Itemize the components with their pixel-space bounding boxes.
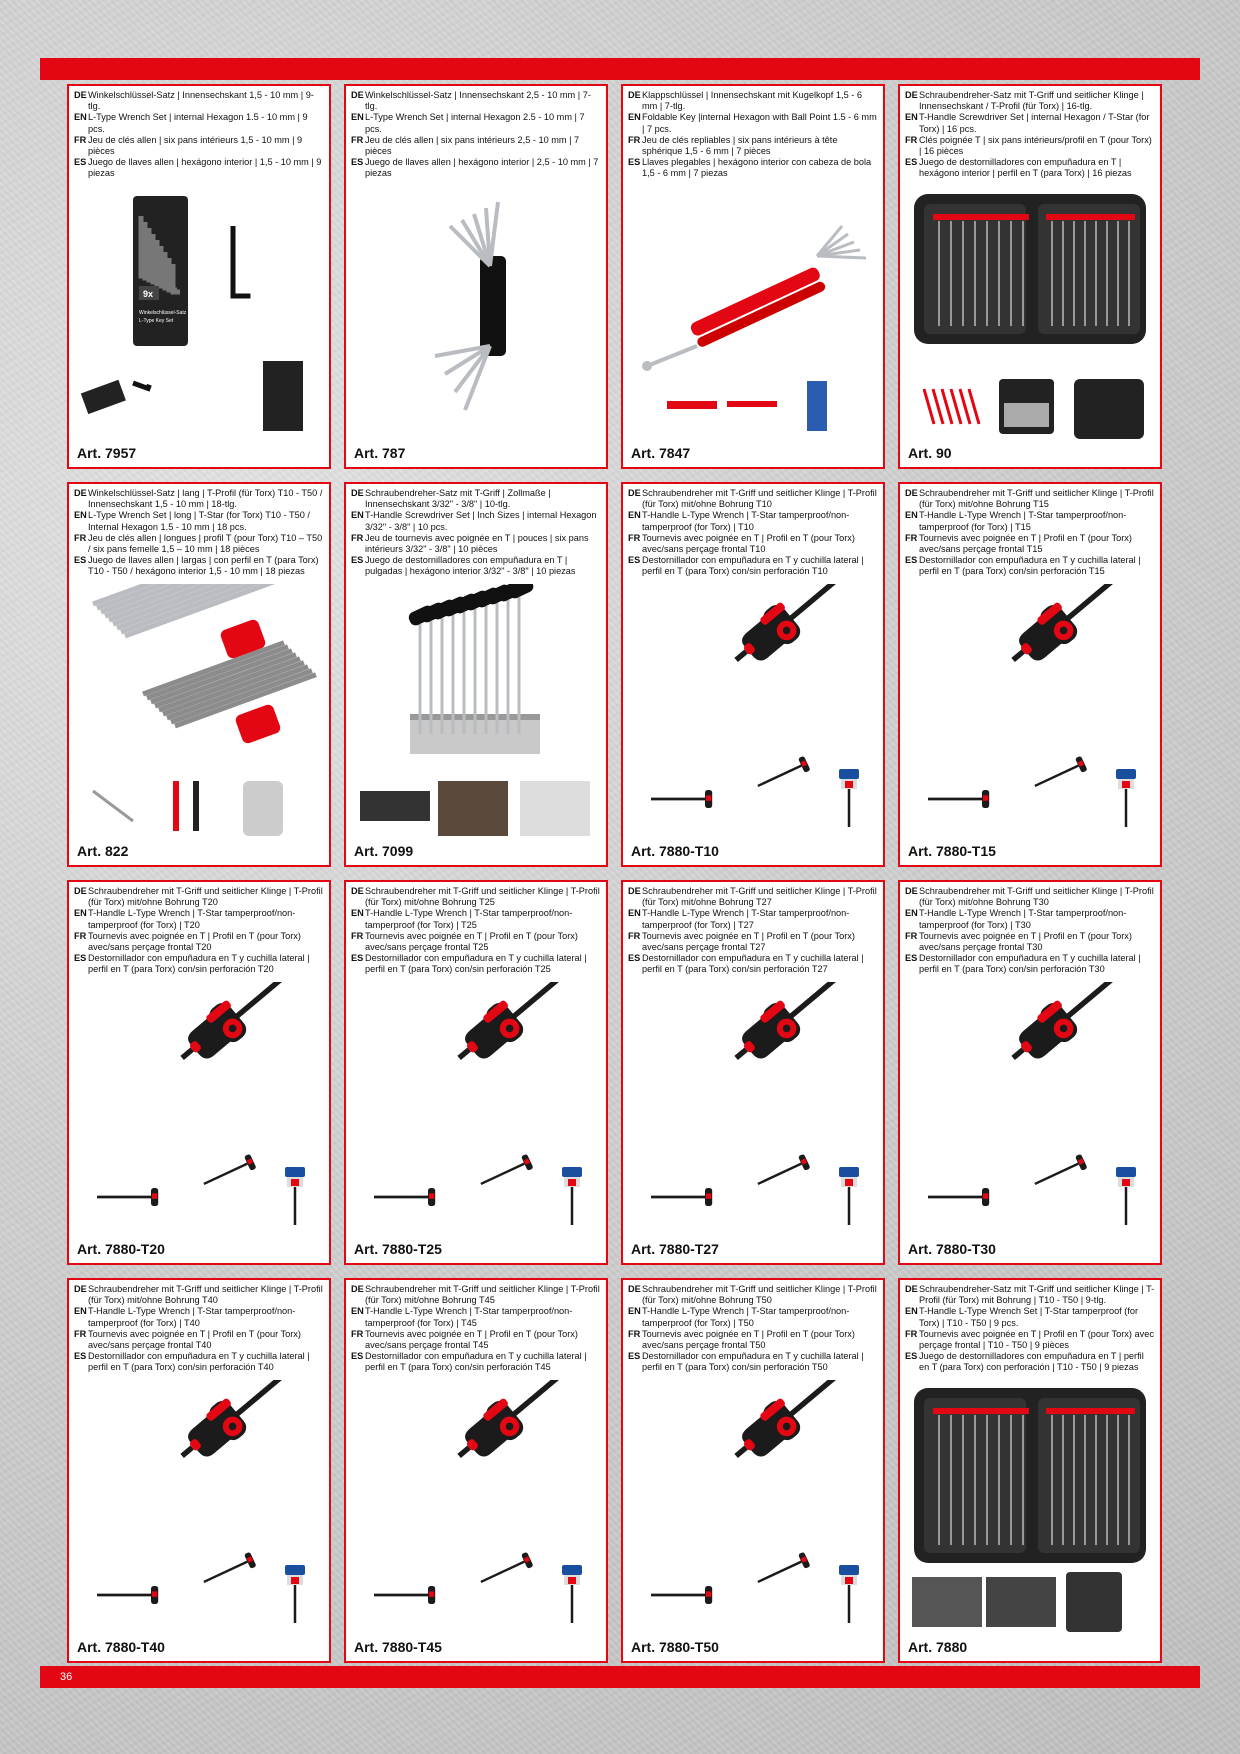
language-code: FR bbox=[628, 1328, 641, 1339]
description-line bbox=[905, 1329, 1155, 1351]
page-number: 36 bbox=[60, 1671, 73, 1683]
t-handle-driver-icon bbox=[627, 982, 879, 1237]
language-code: ES bbox=[74, 157, 87, 168]
language-code: FR bbox=[351, 532, 364, 543]
description-line bbox=[351, 488, 601, 510]
language-code: ES bbox=[628, 555, 641, 566]
language-code: DE bbox=[351, 886, 364, 896]
description-line bbox=[74, 931, 324, 953]
description-line bbox=[74, 135, 324, 157]
t-handle-driver-icon bbox=[73, 982, 325, 1237]
language-code: EN bbox=[905, 908, 918, 919]
t-handle-driver-icon bbox=[904, 982, 1156, 1237]
description-line bbox=[351, 135, 601, 157]
description-line bbox=[351, 510, 601, 532]
description-line bbox=[905, 931, 1155, 953]
product-description bbox=[628, 1284, 878, 1374]
language-code: EN bbox=[351, 112, 364, 123]
product-card[interactable] bbox=[67, 880, 331, 1265]
description-text: Tournevis avec poignée en T | Profil en T (pour Torx) avec/sans perçage frontal T30 bbox=[919, 930, 1132, 953]
article-number: Art. 7880-T45 bbox=[354, 1639, 442, 1655]
product-description bbox=[74, 90, 324, 180]
description-text: Schraubendreher mit T-Griff und seitlicher Klinge | T-Profil (für Torx) mit/ohne Bohrung T45 bbox=[365, 1284, 600, 1306]
language-code: DE bbox=[74, 90, 87, 100]
description-text: Destornillador con empuñadura en T y cuchilla lateral | perfil en T (para Torx) con/sin perforación T30 bbox=[919, 953, 1141, 975]
language-code: EN bbox=[74, 1306, 87, 1317]
package-title-label: Winkelschlüssel-Satz bbox=[139, 310, 187, 316]
article-number: Art. 7880-T40 bbox=[77, 1639, 165, 1655]
description-text: Schraubendreher mit T-Griff und seitlicher Klinge | T-Profil (für Torx) mit/ohne Bohrung T15 bbox=[919, 488, 1154, 510]
description-text: Schraubendreher-Satz mit T-Griff | Zollmaße | Innensechskant 3/32" - 3/8" | 10-tlg. bbox=[365, 488, 551, 510]
description-text: Destornillador con empuñadura en T y cuchilla lateral | perfil en T (para Torx) con/sin perforación T50 bbox=[642, 1351, 864, 1373]
language-code: DE bbox=[74, 488, 87, 498]
description-text: T-Handle L-Type Wrench Set | T-Star tamperproof (for Torx) | T10 - T50 | 9 pcs. bbox=[919, 1306, 1139, 1328]
article-number: Art. 7880 bbox=[908, 1639, 968, 1655]
description-text: Destornillador con empuñadura en T y cuchilla lateral | perfil en T (para Torx) con/sin perforación T45 bbox=[365, 1351, 587, 1373]
language-code: FR bbox=[905, 532, 918, 543]
description-text: T-Handle L-Type Wrench | T-Star tamperproof/non-tamperproof (for Torx) | T15 bbox=[919, 510, 1127, 532]
description-text: Tournevis avec poignée en T | Profil en T (pour Torx) avec/sans perçage frontal T15 bbox=[919, 532, 1132, 555]
product-card[interactable] bbox=[344, 1278, 608, 1663]
product-card[interactable] bbox=[898, 84, 1162, 469]
language-code: DE bbox=[905, 90, 918, 100]
t-handle-driver-icon bbox=[627, 982, 879, 1237]
product-card[interactable] bbox=[67, 84, 331, 469]
product-description bbox=[351, 488, 601, 578]
product-description bbox=[351, 1284, 601, 1374]
t-handle-driver-icon bbox=[350, 982, 602, 1237]
t-handle-set-case-icon bbox=[904, 1380, 1156, 1635]
article-number: Art. 90 bbox=[908, 445, 952, 461]
description-text: Destornillador con empuñadura en T y cuchilla lateral | perfil en T (para Torx) con/sin perforación T15 bbox=[919, 555, 1141, 577]
language-code: ES bbox=[74, 555, 87, 566]
product-description bbox=[74, 488, 324, 578]
description-text: Winkelschlüssel-Satz | lang | T-Profil (für Torx) T10 - T50 / Innensechskant 1,5 - 10 mm | 18-tlg. bbox=[88, 488, 323, 510]
product-description bbox=[628, 90, 878, 180]
description-line bbox=[74, 533, 324, 555]
description-line bbox=[628, 533, 878, 555]
language-code: EN bbox=[628, 510, 641, 521]
description-line bbox=[74, 1284, 324, 1306]
t-handle-driver-icon bbox=[904, 584, 1156, 839]
bottom-red-bar bbox=[40, 1666, 1200, 1688]
language-code: FR bbox=[905, 134, 918, 145]
article-number: Art. 787 bbox=[354, 445, 406, 461]
description-text: L-Type Wrench Set | internal Hexagon 1.5 - 10 mm | 9 pcs. bbox=[88, 112, 308, 134]
language-code: ES bbox=[351, 555, 364, 566]
product-card[interactable] bbox=[621, 880, 885, 1265]
description-text: Tournevis avec poignée en T | Profil en T (pour Torx) avec/sans perçage frontal T50 bbox=[642, 1328, 855, 1351]
description-line bbox=[905, 90, 1155, 112]
description-line bbox=[628, 953, 878, 975]
t-handle-driver-icon bbox=[73, 1380, 325, 1635]
t-handle-driver-icon bbox=[904, 982, 1156, 1237]
language-code: FR bbox=[74, 532, 87, 543]
description-text: T-Handle L-Type Wrench | T-Star tamperproof/non-tamperproof (for Torx) | T25 bbox=[365, 908, 573, 930]
language-code: FR bbox=[905, 930, 918, 941]
description-line bbox=[351, 1284, 601, 1306]
t-handle-driver-icon bbox=[627, 584, 879, 839]
product-card[interactable] bbox=[898, 482, 1162, 867]
product-grid bbox=[67, 84, 1175, 1662]
description-line bbox=[628, 931, 878, 953]
description-text: Schraubendreher-Satz mit T-Griff und seitlicher Klinge | Innensechskant / T-Profil (für Torx) | 16-tlg. bbox=[919, 90, 1144, 112]
product-description bbox=[905, 886, 1155, 976]
description-line bbox=[628, 135, 878, 157]
description-line bbox=[74, 953, 324, 975]
t-handle-driver-icon bbox=[350, 1380, 602, 1635]
long-key-set-icon bbox=[73, 584, 325, 839]
t-handle-driver-icon bbox=[350, 982, 602, 1237]
description-text: Foldable Key |internal Hexagon with Ball Point 1.5 - 6 mm | 7 pcs. bbox=[642, 112, 877, 134]
language-code: EN bbox=[351, 908, 364, 919]
t-handle-set-case-icon bbox=[904, 1380, 1156, 1635]
t-handle-driver-icon bbox=[73, 982, 325, 1237]
description-line bbox=[351, 90, 601, 112]
description-text: Jeu de tournevis avec poignée en T | pouces | six pans intérieurs 3/32" - 3/8" | 10 pièces bbox=[365, 532, 589, 555]
article-number: Art. 7880-T50 bbox=[631, 1639, 719, 1655]
language-code: ES bbox=[351, 953, 364, 964]
description-text: Juego de destornilladores con empuñadura en T | pulgadas | hexágono interior 3/32" - 3/8" | 10 piezas bbox=[365, 555, 576, 577]
description-line bbox=[628, 510, 878, 532]
description-text: Destornillador con empuñadura en T y cuchilla lateral | perfil en T (para Torx) con/sin perforación T20 bbox=[88, 953, 310, 975]
language-code: DE bbox=[74, 1284, 87, 1294]
t-handle-case-icon bbox=[904, 186, 1156, 441]
language-code: EN bbox=[905, 1306, 918, 1317]
language-code: DE bbox=[628, 90, 641, 100]
description-line bbox=[905, 533, 1155, 555]
description-text: Schraubendreher mit T-Griff und seitlicher Klinge | T-Profil (für Torx) mit/ohne Bohrung T40 bbox=[88, 1284, 323, 1306]
description-line bbox=[74, 1329, 324, 1351]
description-text: Juego de llaves allen | largas | con perfil en T (para Torx) T10 - T50 / hexágono interior 1,5 - 10 mm | 18 piezas bbox=[88, 555, 319, 577]
description-line bbox=[74, 908, 324, 930]
description-line bbox=[905, 555, 1155, 577]
long-key-set-icon bbox=[73, 584, 325, 839]
language-code: EN bbox=[628, 1306, 641, 1317]
description-line bbox=[905, 953, 1155, 975]
product-card[interactable] bbox=[344, 84, 608, 469]
product-card[interactable] bbox=[344, 482, 608, 867]
language-code: EN bbox=[628, 908, 641, 919]
description-text: Destornillador con empuñadura en T y cuchilla lateral | perfil en T (para Torx) con/sin perforación T10 bbox=[642, 555, 864, 577]
language-code: ES bbox=[351, 157, 364, 168]
description-line bbox=[351, 533, 601, 555]
description-text: Schraubendreher mit T-Griff und seitlicher Klinge | T-Profil (für Torx) mit/ohne Bohrung T20 bbox=[88, 886, 323, 908]
description-text: T-Handle L-Type Wrench | T-Star tamperproof/non-tamperproof (for Torx) | T10 bbox=[642, 510, 850, 532]
description-text: T-Handle Screwdriver Set | internal Hexagon / T-Star (for Torx) | 16 pcs. bbox=[919, 112, 1150, 134]
description-line bbox=[628, 1306, 878, 1328]
description-text: Llaves plegables | hexágono interior con cabeza de bola 1,5 - 6 mm | 7 piezas bbox=[642, 157, 872, 179]
article-number: Art. 7880-T30 bbox=[908, 1241, 996, 1257]
description-text: Jeu de clés allen | six pans intérieurs 1,5 - 10 mm | 9 pièces bbox=[88, 134, 303, 157]
description-text: T-Handle L-Type Wrench | T-Star tamperproof/non-tamperproof (for Torx) | T20 bbox=[88, 908, 296, 930]
description-text: Destornillador con empuñadura en T y cuchilla lateral | perfil en T (para Torx) con/sin perforación T27 bbox=[642, 953, 864, 975]
description-line bbox=[905, 112, 1155, 134]
t-handle-stand-icon bbox=[350, 584, 602, 839]
product-description bbox=[351, 90, 601, 180]
description-line bbox=[628, 555, 878, 577]
language-code: DE bbox=[628, 1284, 641, 1294]
t-handle-driver-icon bbox=[627, 1380, 879, 1635]
ball-point-folding-key-icon bbox=[627, 186, 879, 441]
description-line bbox=[905, 1306, 1155, 1328]
article-number: Art. 7880-T10 bbox=[631, 843, 719, 859]
package-subtitle-label: L-Type Key Set bbox=[139, 318, 174, 324]
language-code: DE bbox=[628, 886, 641, 896]
description-line bbox=[74, 510, 324, 532]
article-number: Art. 7957 bbox=[77, 445, 137, 461]
language-code: ES bbox=[905, 555, 918, 566]
ball-point-folding-key-icon bbox=[627, 186, 879, 441]
product-description bbox=[905, 1284, 1155, 1374]
description-text: Clés poignée T | six pans intérieurs/profil en T (pour Torx) | 16 pièces bbox=[919, 134, 1152, 157]
description-text: Tournevis avec poignée en T | Profil en T (pour Torx) avec/sans perçage frontal T40 bbox=[88, 1328, 301, 1351]
description-text: Tournevis avec poignée en T | Profil en T (pour Torx) avec perçage frontal | T10 - T50 | 9 pièces bbox=[919, 1328, 1154, 1351]
description-line bbox=[628, 90, 878, 112]
description-text: Jeu de clés repliables | six pans intérieurs à tête sphérique 1,5 - 6 mm | 7 pièces bbox=[642, 134, 838, 157]
language-code: ES bbox=[628, 1351, 641, 1362]
description-line bbox=[628, 488, 878, 510]
language-code: EN bbox=[74, 510, 87, 521]
description-text: Winkelschlüssel-Satz | Innensechskant 1,5 - 10 mm | 9-tlg. bbox=[88, 90, 314, 112]
product-card[interactable] bbox=[67, 1278, 331, 1663]
description-line bbox=[74, 886, 324, 908]
language-code: FR bbox=[628, 134, 641, 145]
description-text: Winkelschlüssel-Satz | Innensechskant 2,5 - 10 mm | 7-tlg. bbox=[365, 90, 591, 112]
product-description bbox=[351, 886, 601, 976]
description-text: T-Handle L-Type Wrench | T-Star tamperproof/non-tamperproof (for Torx) | T27 bbox=[642, 908, 850, 930]
product-card[interactable] bbox=[621, 84, 885, 469]
language-code: DE bbox=[351, 1284, 364, 1294]
hex-key-set-icon bbox=[73, 186, 325, 441]
description-text: T-Handle L-Type Wrench | T-Star tamperproof/non-tamperproof (for Torx) | T50 bbox=[642, 1306, 850, 1328]
description-text: Tournevis avec poignée en T | Profil en T (pour Torx) avec/sans perçage frontal T45 bbox=[365, 1328, 578, 1351]
description-text: Juego de destornilladores con empuñadura en T | hexágono interior | perfil en T (para Torx) | 16 piezas bbox=[919, 157, 1132, 179]
product-card[interactable] bbox=[898, 880, 1162, 1265]
description-text: Schraubendreher mit T-Griff und seitlicher Klinge | T-Profil (für Torx) mit/ohne Bohrung T50 bbox=[642, 1284, 877, 1306]
language-code: ES bbox=[628, 157, 641, 168]
description-line bbox=[628, 908, 878, 930]
description-text: T-Handle L-Type Wrench | T-Star tamperproof/non-tamperproof (for Torx) | T45 bbox=[365, 1306, 573, 1328]
product-description bbox=[905, 90, 1155, 180]
language-code: DE bbox=[905, 886, 918, 896]
description-text: Klappschlüssel | Innensechskant mit Kugelkopf 1,5 - 6 mm | 7-tlg. bbox=[642, 90, 862, 112]
description-line bbox=[351, 931, 601, 953]
description-line bbox=[628, 157, 878, 179]
language-code: EN bbox=[74, 908, 87, 919]
description-text: T-Handle L-Type Wrench | T-Star tamperproof/non-tamperproof (for Torx) | T40 bbox=[88, 1306, 296, 1328]
description-line bbox=[74, 1351, 324, 1373]
article-number: Art. 7847 bbox=[631, 445, 691, 461]
language-code: FR bbox=[628, 532, 641, 543]
product-card[interactable] bbox=[898, 1278, 1162, 1663]
product-card[interactable] bbox=[344, 880, 608, 1265]
article-number: Art. 7880-T25 bbox=[354, 1241, 442, 1257]
description-line bbox=[905, 488, 1155, 510]
description-line bbox=[74, 112, 324, 134]
description-line bbox=[905, 510, 1155, 532]
description-line bbox=[628, 886, 878, 908]
description-line bbox=[905, 135, 1155, 157]
product-card[interactable] bbox=[621, 1278, 885, 1663]
language-code: FR bbox=[905, 1328, 918, 1339]
t-handle-driver-icon bbox=[904, 584, 1156, 839]
language-code: DE bbox=[905, 488, 918, 498]
product-description bbox=[628, 886, 878, 976]
description-text: L-Type Wrench Set | internal Hexagon 2.5 - 10 mm | 7 pcs. bbox=[365, 112, 585, 134]
description-text: Tournevis avec poignée en T | Profil en T (pour Torx) avec/sans perçage frontal T27 bbox=[642, 930, 855, 953]
language-code: EN bbox=[74, 112, 87, 123]
description-line bbox=[74, 1306, 324, 1328]
description-line bbox=[905, 908, 1155, 930]
description-text: Schraubendreher-Satz mit T-Griff und seitlicher Klinge | T-Profil (für Torx) mit Bohrung | T10 - T50 | 9-tlg. bbox=[919, 1284, 1155, 1306]
language-code: FR bbox=[351, 134, 364, 145]
description-line bbox=[351, 157, 601, 179]
product-description bbox=[905, 488, 1155, 578]
product-card[interactable] bbox=[621, 482, 885, 867]
language-code: DE bbox=[351, 90, 364, 100]
description-line bbox=[905, 1351, 1155, 1373]
language-code: ES bbox=[905, 1351, 918, 1362]
description-line bbox=[351, 1306, 601, 1328]
description-line bbox=[351, 555, 601, 577]
description-text: Jeu de clés allen | longues | profil T (pour Torx) T10 – T50 / six pans femelle 1,5 – 10 mm | 18 pièces bbox=[88, 532, 323, 555]
description-text: Destornillador con empuñadura en T y cuchilla lateral | perfil en T (para Torx) con/sin perforación T25 bbox=[365, 953, 587, 975]
language-code: ES bbox=[905, 157, 918, 168]
language-code: ES bbox=[905, 953, 918, 964]
t-handle-driver-icon bbox=[627, 584, 879, 839]
folding-key-icon bbox=[350, 186, 602, 441]
description-text: Juego de llaves allen | hexágono interior | 1,5 - 10 mm | 9 piezas bbox=[88, 157, 322, 179]
article-number: Art. 7880-T20 bbox=[77, 1241, 165, 1257]
description-line bbox=[74, 90, 324, 112]
description-line bbox=[74, 488, 324, 510]
language-code: ES bbox=[628, 953, 641, 964]
language-code: DE bbox=[351, 488, 364, 498]
language-code: ES bbox=[74, 1351, 87, 1362]
language-code: FR bbox=[351, 1328, 364, 1339]
description-line bbox=[74, 555, 324, 577]
t-handle-driver-icon bbox=[627, 1380, 879, 1635]
description-line bbox=[351, 1329, 601, 1351]
language-code: FR bbox=[74, 930, 87, 941]
language-code: DE bbox=[905, 1284, 918, 1294]
description-text: Juego de destornilladores con empuñadura en T | perfil en T (para Torx) con perforación | T10 - T50 | 9 piezas bbox=[919, 1351, 1144, 1373]
language-code: FR bbox=[74, 134, 87, 145]
product-card[interactable] bbox=[67, 482, 331, 867]
description-line bbox=[905, 1284, 1155, 1306]
description-line bbox=[351, 112, 601, 134]
description-line bbox=[351, 953, 601, 975]
description-line bbox=[905, 157, 1155, 179]
description-line bbox=[628, 1284, 878, 1306]
language-code: ES bbox=[351, 1351, 364, 1362]
description-text: Schraubendreher mit T-Griff und seitlicher Klinge | T-Profil (für Torx) mit/ohne Bohrung T10 bbox=[642, 488, 877, 510]
language-code: EN bbox=[351, 1306, 364, 1317]
description-line bbox=[351, 886, 601, 908]
description-text: Tournevis avec poignée en T | Profil en T (pour Torx) avec/sans perçage frontal T10 bbox=[642, 532, 855, 555]
product-description bbox=[628, 488, 878, 578]
language-code: EN bbox=[351, 510, 364, 521]
language-code: DE bbox=[628, 488, 641, 498]
folding-key-icon bbox=[350, 186, 602, 441]
description-text: Tournevis avec poignée en T | Profil en T (pour Torx) avec/sans perçage frontal T25 bbox=[365, 930, 578, 953]
language-code: EN bbox=[628, 112, 641, 123]
description-text: Destornillador con empuñadura en T y cuchilla lateral | perfil en T (para Torx) con/sin perforación T40 bbox=[88, 1351, 310, 1373]
language-code: FR bbox=[74, 1328, 87, 1339]
t-handle-driver-icon bbox=[350, 1380, 602, 1635]
description-text: Schraubendreher mit T-Griff und seitlicher Klinge | T-Profil (für Torx) mit/ohne Bohrung T27 bbox=[642, 886, 877, 908]
description-line bbox=[628, 112, 878, 134]
description-text: Jeu de clés allen | six pans intérieurs 2,5 - 10 mm | 7 pièces bbox=[365, 134, 580, 157]
package-count-label: 9x bbox=[143, 289, 154, 299]
product-description bbox=[74, 1284, 324, 1374]
language-code: FR bbox=[351, 930, 364, 941]
description-text: Schraubendreher mit T-Griff und seitlicher Klinge | T-Profil (für Torx) mit/ohne Bohrung T30 bbox=[919, 886, 1154, 908]
description-text: T-Handle L-Type Wrench | T-Star tamperproof/non-tamperproof (for Torx) | T30 bbox=[919, 908, 1127, 930]
description-line bbox=[351, 908, 601, 930]
language-code: ES bbox=[74, 953, 87, 964]
description-line bbox=[351, 1351, 601, 1373]
language-code: FR bbox=[628, 930, 641, 941]
product-description bbox=[74, 886, 324, 976]
description-line bbox=[628, 1329, 878, 1351]
t-handle-driver-icon bbox=[73, 1380, 325, 1635]
t-handle-case-icon bbox=[904, 186, 1156, 441]
article-number: Art. 822 bbox=[77, 843, 129, 859]
description-text: Schraubendreher mit T-Griff und seitlicher Klinge | T-Profil (für Torx) mit/ohne Bohrung T25 bbox=[365, 886, 600, 908]
description-line bbox=[905, 886, 1155, 908]
article-number: Art. 7880-T15 bbox=[908, 843, 996, 859]
hex-key-set-icon bbox=[73, 186, 325, 441]
description-text: T-Handle Screwdriver Set | Inch Sizes | internal Hexagon 3/32" - 3/8" | 10 pcs. bbox=[365, 510, 597, 532]
description-text: Juego de llaves allen | hexágono interior | 2,5 - 10 mm | 7 piezas bbox=[365, 157, 599, 179]
language-code: EN bbox=[905, 510, 918, 521]
description-text: Tournevis avec poignée en T | Profil en T (pour Torx) avec/sans perçage frontal T20 bbox=[88, 930, 301, 953]
article-number: Art. 7880-T27 bbox=[631, 1241, 719, 1257]
description-line bbox=[74, 157, 324, 179]
article-number: Art. 7099 bbox=[354, 843, 414, 859]
top-red-bar bbox=[40, 58, 1200, 80]
language-code: DE bbox=[74, 886, 87, 896]
description-line bbox=[628, 1351, 878, 1373]
language-code: EN bbox=[905, 112, 918, 123]
t-handle-stand-icon bbox=[350, 584, 602, 839]
description-text: L-Type Wrench Set | long | T-Star (for Torx) T10 - T50 / Internal Hexagon 1.5 - 10 mm | 18 pcs. bbox=[88, 510, 310, 532]
